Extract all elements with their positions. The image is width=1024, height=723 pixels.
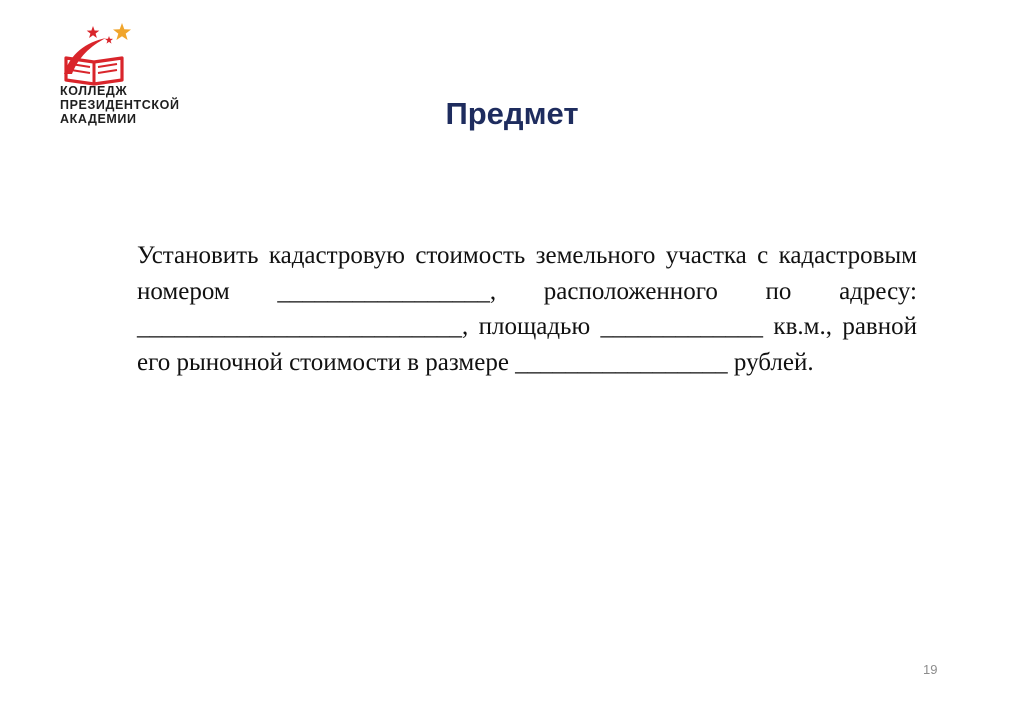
slide-title: Предмет [445, 96, 579, 131]
logo-line: КОЛЛЕДЖ [60, 84, 128, 98]
page-number: 19 [923, 662, 938, 677]
logo-line: ПРЕЗИДЕНТСКОЙ [60, 98, 180, 112]
logo-line: АКАДЕМИИ [60, 112, 137, 126]
college-logo-icon [56, 22, 136, 86]
slide-body-text: Установить кадастровую стоимость земельного участка с кадастровым номером _________________, расположенного по адресу: __________________________, площадью _____________ кв.м., равной его рыночной стоимости в размере _________________ рублей. [137, 242, 917, 376]
